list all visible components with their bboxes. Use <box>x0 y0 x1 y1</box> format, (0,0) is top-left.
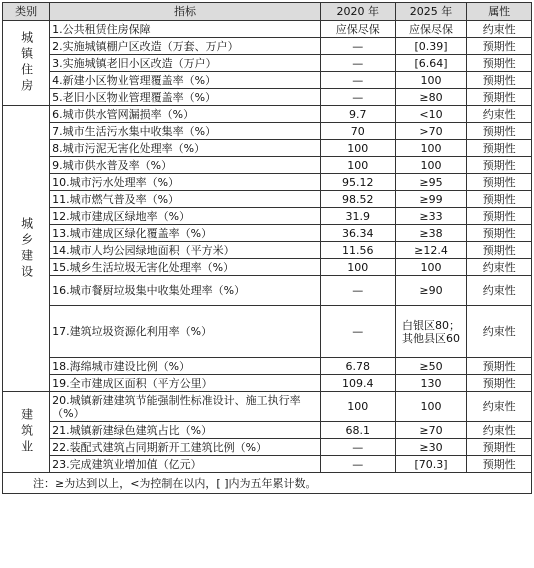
value-2025: ≥33 <box>395 208 467 225</box>
attribute: 约束性 <box>467 21 532 38</box>
indicator-name: 15.城乡生活垃圾无害化处理率（%） <box>50 259 321 276</box>
value-2025: ≥90 <box>395 276 467 306</box>
value-2025: 100 <box>395 157 467 174</box>
value-2025: ≥95 <box>395 174 467 191</box>
indicator-name: 3.实施城镇老旧小区改造（万户） <box>50 55 321 72</box>
table-note: 注：≥为达到以上，<为控制在以内，[ ]内为五年累计数。 <box>3 473 532 494</box>
indicator-name: 23.完成建筑业增加值（亿元） <box>50 456 321 473</box>
attribute: 预期性 <box>467 55 532 72</box>
indicator-name: 11.城市燃气普及率（%） <box>50 191 321 208</box>
table-row <box>3 456 532 473</box>
table-row <box>3 140 532 157</box>
value-2025: 130 <box>395 375 467 392</box>
category-urban-rural: 城乡建设 <box>3 106 50 392</box>
table-row <box>3 174 532 191</box>
attribute: 预期性 <box>467 375 532 392</box>
value-2020: 11.56 <box>320 242 395 259</box>
indicator-name: 5.老旧小区物业管理覆盖率（%） <box>50 89 321 106</box>
indicator-name: 1.公共租赁住房保障 <box>50 21 321 38</box>
table-row <box>3 106 532 123</box>
indicator-name: 10.城市污水处理率（%） <box>50 174 321 191</box>
indicator-name: 6.城市供水管网漏损率（%） <box>50 106 321 123</box>
attribute: 预期性 <box>467 191 532 208</box>
indicator-name: 19.全市建成区面积（平方公里） <box>50 375 321 392</box>
indicator-name: 14.城市人均公园绿地面积（平方米） <box>50 242 321 259</box>
value-2020: 36.34 <box>320 225 395 242</box>
header-indicator: 指标 <box>50 3 321 21</box>
value-2020: — <box>320 38 395 55</box>
header-category: 类别 <box>3 3 50 21</box>
indicator-name: 12.城市建成区绿地率（%） <box>50 208 321 225</box>
category-construction: 建筑业 <box>3 392 50 473</box>
indicator-name: 16.城市餐厨垃圾集中收集处理率（%） <box>50 276 321 306</box>
value-2025: 100 <box>395 140 467 157</box>
table-row <box>3 225 532 242</box>
value-2020: 70 <box>320 123 395 140</box>
value-2020: 100 <box>320 140 395 157</box>
value-2025: ≥70 <box>395 422 467 439</box>
value-2025: >70 <box>395 123 467 140</box>
value-2020: — <box>320 276 395 306</box>
indicator-name: 8.城市污泥无害化处理率（%） <box>50 140 321 157</box>
attribute: 预期性 <box>467 242 532 259</box>
table-row <box>3 392 532 422</box>
indicator-name: 7.城市生活污水集中收集率（%） <box>50 123 321 140</box>
attribute: 约束性 <box>467 259 532 276</box>
table-row <box>3 259 532 276</box>
table-row <box>3 72 532 89</box>
value-2020: — <box>320 456 395 473</box>
header-attribute: 属性 <box>467 3 532 21</box>
note-row <box>3 473 532 494</box>
value-2020: 95.12 <box>320 174 395 191</box>
table-row <box>3 55 532 72</box>
table-row <box>3 123 532 140</box>
attribute: 预期性 <box>467 123 532 140</box>
attribute: 预期性 <box>467 174 532 191</box>
value-2020: 100 <box>320 157 395 174</box>
table-row <box>3 242 532 259</box>
value-2025: ≥50 <box>395 358 467 375</box>
value-2020: 68.1 <box>320 422 395 439</box>
value-2020: 应保尽保 <box>320 21 395 38</box>
indicator-name: 18.海绵城市建设比例（%） <box>50 358 321 375</box>
table-row <box>3 208 532 225</box>
category-urban-housing: 城镇住房 <box>3 21 50 106</box>
attribute: 预期性 <box>467 140 532 157</box>
value-2020: — <box>320 55 395 72</box>
value-2025: [6.64] <box>395 55 467 72</box>
value-2020: 6.78 <box>320 358 395 375</box>
value-2025: ≥80 <box>395 89 467 106</box>
attribute: 约束性 <box>467 306 532 358</box>
indicator-name: 22.装配式建筑占同期新开工建筑比例（%） <box>50 439 321 456</box>
table-row <box>3 358 532 375</box>
indicator-name: 21.城镇新建绿色建筑占比（%） <box>50 422 321 439</box>
attribute: 预期性 <box>467 157 532 174</box>
table-row <box>3 21 532 38</box>
header-row <box>3 3 532 21</box>
value-2025: 100 <box>395 72 467 89</box>
attribute: 预期性 <box>467 358 532 375</box>
table-row <box>3 191 532 208</box>
value-2025: [0.39] <box>395 38 467 55</box>
attribute: 约束性 <box>467 392 532 422</box>
indicator-name: 20.城镇新建建筑节能强制性标准设计、施工执行率（%） <box>50 392 321 422</box>
value-2020: 100 <box>320 392 395 422</box>
header-2020: 2020 年 <box>320 3 395 21</box>
attribute: 约束性 <box>467 106 532 123</box>
indicator-name: 2.实施城镇棚户区改造（万套、万户） <box>50 38 321 55</box>
table-row <box>3 89 532 106</box>
value-2020: 31.9 <box>320 208 395 225</box>
attribute: 预期性 <box>467 225 532 242</box>
attribute: 预期性 <box>467 72 532 89</box>
value-2020: — <box>320 439 395 456</box>
table-row <box>3 439 532 456</box>
indicator-name: 13.城市建成区绿化覆盖率（%） <box>50 225 321 242</box>
table-row <box>3 422 532 439</box>
value-2020: — <box>320 72 395 89</box>
value-2025: 100 <box>395 259 467 276</box>
header-2025: 2025 年 <box>395 3 467 21</box>
attribute: 约束性 <box>467 422 532 439</box>
attribute: 预期性 <box>467 38 532 55</box>
value-2025: ≥99 <box>395 191 467 208</box>
value-2020: — <box>320 306 395 358</box>
value-2025: [70.3] <box>395 456 467 473</box>
table-row <box>3 375 532 392</box>
attribute: 预期性 <box>467 439 532 456</box>
value-2020: — <box>320 89 395 106</box>
attribute: 预期性 <box>467 456 532 473</box>
table-row <box>3 157 532 174</box>
value-2025: ≥38 <box>395 225 467 242</box>
value-2025: ≥30 <box>395 439 467 456</box>
value-2020: 9.7 <box>320 106 395 123</box>
indicator-name: 4.新建小区物业管理覆盖率（%） <box>50 72 321 89</box>
value-2020: 100 <box>320 259 395 276</box>
value-2020: 109.4 <box>320 375 395 392</box>
table-row <box>3 38 532 55</box>
attribute: 约束性 <box>467 276 532 306</box>
indicator-table <box>2 2 532 494</box>
attribute: 预期性 <box>467 89 532 106</box>
table-row <box>3 276 532 306</box>
value-2025: 100 <box>395 392 467 422</box>
value-2020: 98.52 <box>320 191 395 208</box>
value-2025: 应保尽保 <box>395 21 467 38</box>
value-2025: ≥12.4 <box>395 242 467 259</box>
indicator-name: 9.城市供水普及率（%） <box>50 157 321 174</box>
attribute: 预期性 <box>467 208 532 225</box>
value-2025: <10 <box>395 106 467 123</box>
value-2025: 白银区80；其他县区60 <box>395 306 467 358</box>
indicator-name: 17.建筑垃圾资源化利用率（%） <box>50 306 321 358</box>
table-row <box>3 306 532 358</box>
